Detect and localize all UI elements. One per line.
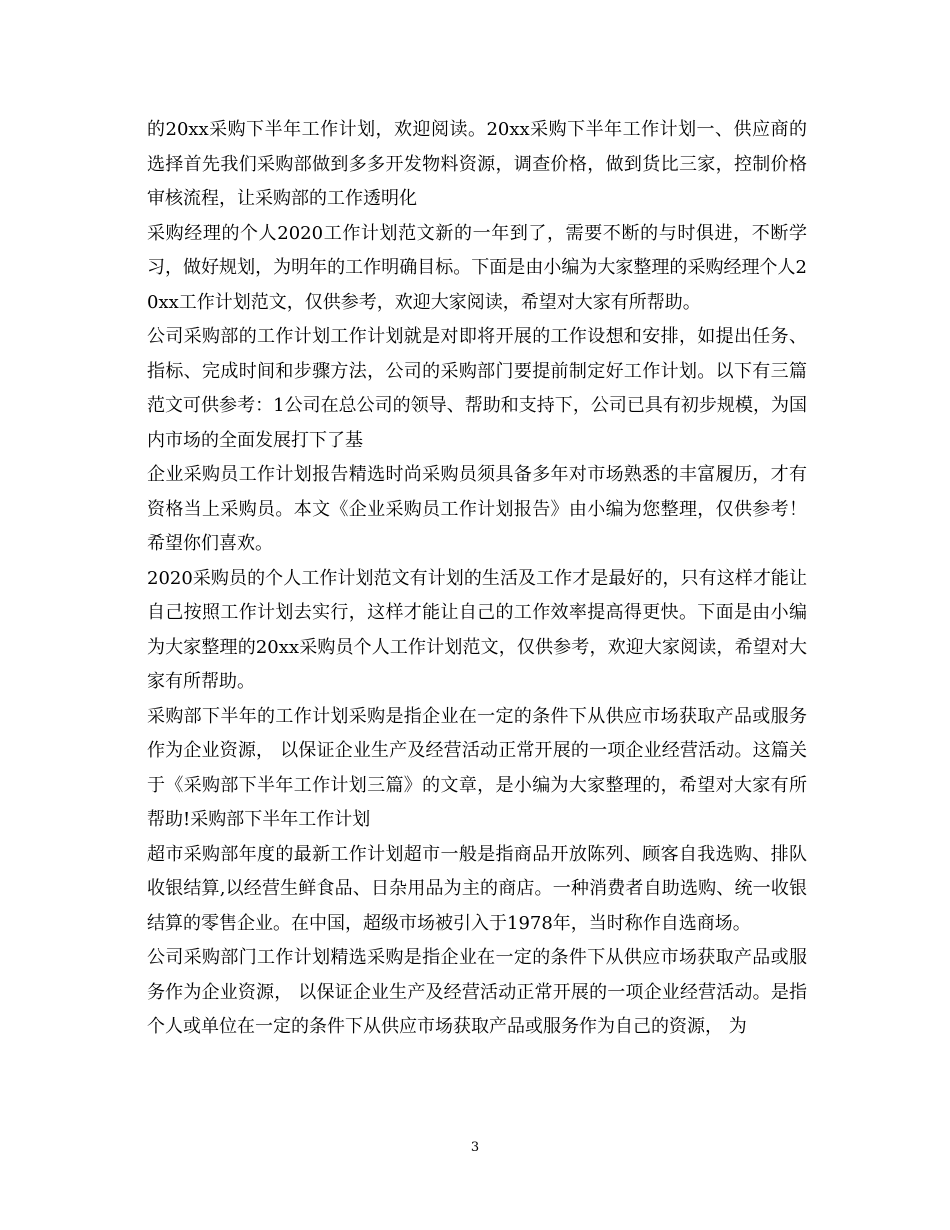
paragraph-1: 的20xx采购下半年工作计划，欢迎阅读。20xx采购下半年工作计划一、供应商的选择首先我们采购部做到多多开发物料资源，调查价格，做到货比三家，控制价格审核流程，让采购部的工作透明化 — [147, 119, 807, 209]
paragraph-6: 采购部下半年的工作计划采购是指企业在一定的条件下从供应市场获取产品或服务作为企业资源， 以保证企业生产及经营活动正常开展的一项企业经营活动。这篇关于《采购部下半年工作计划三篇》的文章，是小编为大家整理的，希望对大家有所帮助!采购部下半年工作计划 — [147, 705, 807, 830]
document-body — [147, 113, 807, 1045]
paragraph-3: 公司采购部的工作计划工作计划就是对即将开展的工作设想和安排，如提出任务、指标、完成时间和步骤方法，公司的采购部门要提前制定好工作计划。以下有三篇范文可供参考：1公司在总公司的领导、帮助和支持下，公司已具有初步规模，为国内市场的全面发展打下了基 — [147, 326, 807, 451]
paragraph-5: 2020采购员的个人工作计划范文有计划的生活及工作才是最好的，只有这样才能让自己按照工作计划去实行，这样才能让自己的工作效率提高得更快。下面是由小编为大家整理的20xx采购员个人工作计划范文，仅供参考，欢迎大家阅读，希望对大家有所帮助。 — [147, 567, 807, 692]
paragraph-7: 超市采购部年度的最新工作计划超市一般是指商品开放陈列、顾客自我选购、排队收银结算,以经营生鲜食品、日杂用品为主的商店。一种消费者自助选购、统一收银结算的零售企业。在中国，超级市场被引入于1978年，当时称作自选商场。 — [147, 843, 807, 934]
paragraph-8: 公司采购部门工作计划精选采购是指企业在一定的条件下从供应市场获取产品或服务作为企业资源， 以保证企业生产及经营活动正常开展的一项企业经营活动。是指个人或单位在一定的条件下从供应市场获取产品或服务作为自己的资源， 为 — [147, 947, 807, 1037]
page-number: 3 — [470, 1140, 480, 1155]
paragraph-2: 采购经理的个人2020工作计划范文新的一年到了，需要不断的与时俱进，不断学习，做好规划，为明年的工作明确目标。下面是由小编为大家整理的采购经理个人20xx工作计划范文，仅供参考，欢迎大家阅读，希望对大家有所帮助。 — [147, 222, 807, 313]
paragraph-4: 企业采购员工作计划报告精选时尚采购员须具备多年对市场熟悉的丰富履历，才有资格当上采购员。本文《企业采购员工作计划报告》由小编为您整理，仅供参考！希望你们喜欢。 — [147, 464, 807, 554]
